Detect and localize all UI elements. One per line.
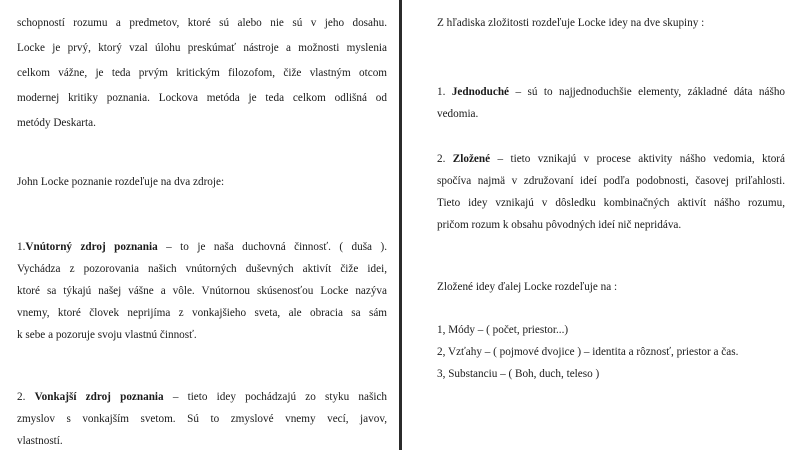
page-divider	[399, 0, 402, 450]
list-item: 3, Substanciu – ( Boh, duch, teleso )	[437, 368, 600, 380]
section-text: – tieto idey pochádzajú zo styku našich	[163, 391, 387, 403]
section-text: – sú to najjednoduchšie elementy, základné dáta nášho	[509, 86, 785, 98]
section-heading-line	[17, 390, 387, 404]
text-line: schopností rozumu a predmetov, ktoré sú alebo nie sú v jeho dosahu.	[17, 17, 387, 29]
section-heading-line	[437, 152, 785, 166]
section-heading: Zložené	[452, 153, 491, 165]
text-line: pričom rozum k obsahu pôvodných ideí nič nepridáva.	[437, 219, 682, 231]
text-line: vedomia.	[437, 108, 479, 120]
text-line: Tieto idey vznikajú v dôsledku kombinačných aktivít nášho rozumu,	[437, 197, 785, 209]
item-number: 1.	[437, 86, 452, 98]
text-line: ktoré sa týkajú našej vášne a vôle. Vnútornou skúsenosťou Locke nazýva	[17, 285, 387, 297]
list-item: 1, Módy – ( počet, priestor...)	[437, 324, 569, 336]
list-item: 2, Vzťahy – ( pojmové dvojice ) – identita a rôznosť, priestor a čas.	[437, 346, 739, 358]
section-heading-line	[17, 240, 387, 254]
left-page	[17, 0, 387, 450]
text-line: zmyslov s vonkajším svetom. Sú to zmyslové vnemy vecí, javov,	[17, 413, 387, 425]
text-line: vnemy, ktoré človek neprijíma z vonkajšieho sveta, ale obracia sa sám	[17, 307, 387, 319]
paragraph-line: Zložené idey ďalej Locke rozdeľuje na :	[437, 281, 618, 293]
section-text: – to je naša duchovná činnosť. ( duša ).	[157, 241, 387, 253]
section-heading: Vnútorný zdroj poznania	[25, 241, 158, 253]
text-line: Vychádza z pozorovania našich vnútorných duševných aktivít čiže idei,	[17, 263, 387, 275]
paragraph-line: Z hľadiska zložitosti rozdeľuje Locke idey na dve skupiny :	[437, 17, 705, 29]
text-line: metódy Deskarta.	[17, 117, 96, 129]
text-line: celkom vážne, je teda prvým kritickým filozofom, čiže vlastným otcom	[17, 67, 387, 79]
right-page	[437, 0, 785, 450]
item-number: 2.	[17, 391, 35, 403]
text-line: spočíva najmä v združovaní ideí podľa podobnosti, časovej priľahlosti.	[437, 175, 785, 187]
section-text: – tieto vznikajú v procese aktivity nášho vedomia, ktorá	[490, 153, 785, 165]
text-line: Locke je prvý, ktorý vzal úlohu preskúmať nástroje a možnosti myslenia	[17, 42, 387, 54]
text-line: k sebe a pozoruje svoju vlastnú činnosť.	[17, 329, 197, 341]
item-number: 1.	[17, 241, 26, 253]
item-number: 2.	[437, 153, 453, 165]
paragraph-line: John Locke poznanie rozdeľuje na dva zdroje:	[17, 176, 225, 188]
section-heading: Vonkajší zdroj poznania	[34, 391, 164, 403]
text-line: vlastností.	[17, 435, 63, 447]
section-heading-line	[437, 85, 785, 99]
text-line: modernej kritiky poznania. Lockova metóda je teda celkom odlišná od	[17, 92, 387, 104]
section-heading: Jednoduché	[451, 86, 510, 98]
